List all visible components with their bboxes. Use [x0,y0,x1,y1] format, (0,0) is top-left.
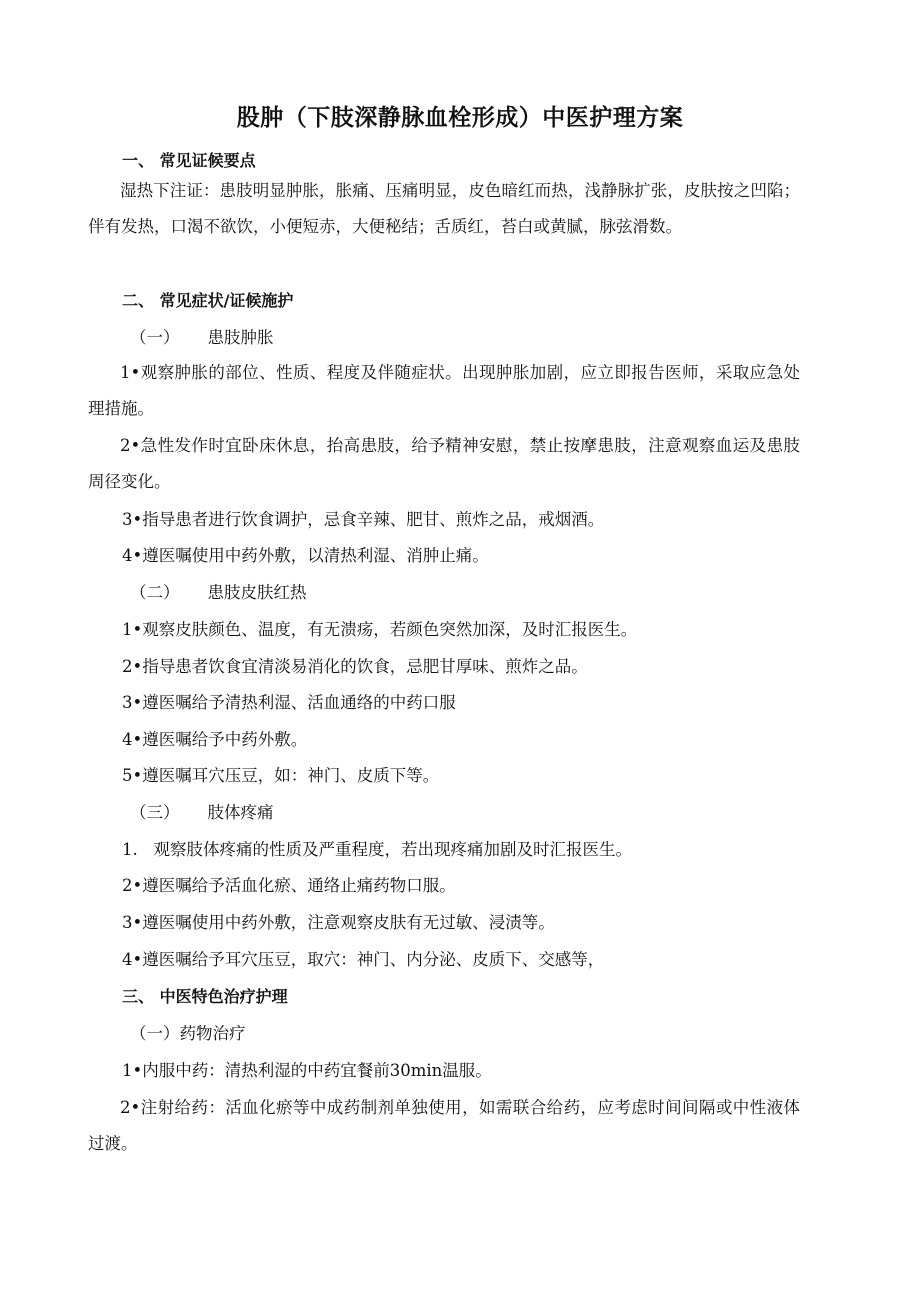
section-heading-2: 二、 常见症状/证候施护 [122,291,294,310]
subsection-number: （二） [130,583,180,602]
list-item: 3•遵医嘱给予清热利湿、活血通络的中药口服 [122,693,456,712]
list-item: 2•急性发作时宜卧床休息，抬高患肢，给予精神安慰，禁止按摩患肢，注意观察血运及患肢周径变化。 [88,436,800,491]
subsection-label: 药物治疗 [179,1024,246,1043]
list-item: 1•观察皮肤颜色、温度，有无溃疡，若颜色突然加深，及时汇报医生。 [122,620,638,639]
list-item: 2•指导患者饮食宜清淡易消化的饮食，忌肥甘厚味、煎炸之品。 [122,657,588,676]
subsection-number: （一） [130,1024,180,1043]
list-item: 3•指导患者进行饮食调护，忌食辛辣、肥甘、煎炸之品，戒烟酒。 [122,510,605,529]
subsection-heading-swelling [130,320,842,356]
section-heading-3: 三、 中医特色治疗护理 [122,987,288,1006]
list-item: 2•遵医嘱给予活血化瘀、通络止痛药物口服。 [122,876,456,895]
subsection-heading-medication [130,1016,842,1052]
subsection-label: 肢体疼痛 [207,803,274,822]
paragraph-syndrome: 湿热下注证：患肢明显肿胀，胀痛、压痛明显，皮色暗红而热，浅静脉扩张，皮肤按之凹陷；伴有发热，口渴不欲饮，小便短赤，大便秘结；舌质红，苔白或黄腻，脉弦滑数。 [88,181,800,236]
list-item: 4•遵医嘱给予耳穴压豆，取穴：神门、内分泌、皮质下、交感等， [122,950,605,969]
list-item: 1•内服中药：清热利湿的中药宜餐前30min温服。 [122,1061,492,1080]
list-item: 5•遵医嘱耳穴压豆，如：神门、皮质下等。 [122,766,440,785]
list-item: 4•遵医嘱使用中药外敷，以清热利湿、消肿止痛。 [122,546,489,565]
list-item: 1. 观察肢体疼痛的性质及严重程度，若出现疼痛加剧及时汇报医生。 [122,840,632,859]
list-item: 4•遵医嘱给予中药外敷。 [122,730,308,749]
subsection-label: 患肢肿胀 [207,328,274,347]
list-item: 2•注射给药：活血化瘀等中成药制剂单独使用，如需联合给药，应考虑时间间隔或中性液体过渡。 [88,1098,800,1153]
list-item: 1•观察肿胀的部位、性质、程度及伴随症状。出现肿胀加剧，应立即报告医师，采取应急处理措施。 [88,363,800,418]
subsection-number: （三） [130,803,180,822]
subsection-heading-skin-redness [130,575,842,611]
subsection-number: （一） [130,328,180,347]
list-item: 3•遵医嘱使用中药外敷，注意观察皮肤有无过敏、浸渍等。 [122,913,555,932]
section-heading-1: 一、 常见证候要点 [122,151,256,170]
subsection-heading-pain [130,795,842,831]
document-title: 股肿（下肢深静脉血栓形成）中医护理方案 [236,105,684,131]
subsection-label: 患肢皮肤红热 [207,583,307,602]
